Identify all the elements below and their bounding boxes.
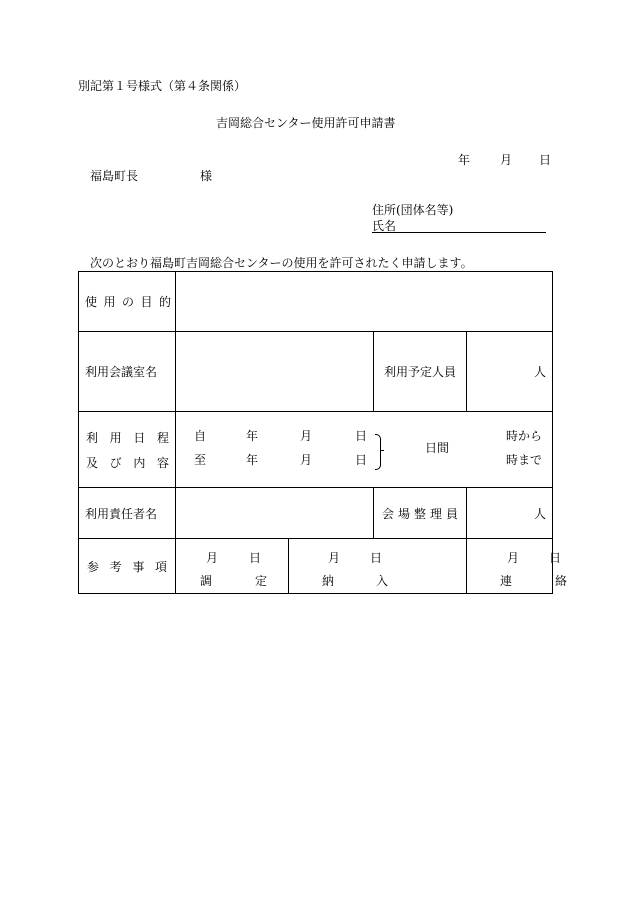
staff-input[interactable]	[467, 488, 553, 539]
purpose-row	[79, 272, 553, 332]
planned-count-input[interactable]	[467, 332, 553, 412]
schedule-row	[79, 412, 553, 488]
form-number-label: 別記第１号様式（第４条関係）	[78, 79, 247, 93]
from-time-label: 時から	[506, 428, 543, 443]
to-day: 日	[355, 452, 368, 467]
ref-delivery-day: 日	[370, 550, 383, 565]
to-year: 年	[246, 452, 259, 467]
staff-label-cell	[374, 488, 467, 539]
planned-count-unit: 人	[533, 365, 546, 379]
planned-count-label: 利用予定人員	[374, 332, 467, 412]
date-month: 月	[500, 153, 513, 167]
to-time-label: 時まで	[506, 452, 543, 467]
intro-text: 次のとおり福島町吉岡総合センターの使用を許可されたく申請します。	[90, 256, 473, 270]
responsible-label: 利用責任者名	[79, 488, 176, 539]
from-day: 日	[355, 428, 368, 443]
schedule-label-line1: 利 用 日 程	[86, 430, 169, 445]
to-label: 至	[194, 452, 207, 467]
ref-schedule-day: 日	[249, 550, 262, 565]
ref-schedule-right: 定	[255, 573, 268, 588]
applicant-name-line[interactable]	[372, 217, 546, 233]
document-title: 吉岡総合センター使用許可申請書	[216, 116, 396, 130]
ref-delivery-left: 納	[322, 573, 335, 588]
schedule-input[interactable]	[176, 412, 553, 488]
from-label: 自	[194, 428, 207, 443]
schedule-label-line2: 及 び 内 容	[86, 455, 169, 470]
responsible-row	[79, 488, 553, 539]
date-range-brace	[375, 434, 381, 470]
ref-contact-day: 日	[549, 550, 562, 565]
purpose-label-cell	[79, 272, 176, 332]
staff-label: 会 場 整 理 員	[382, 506, 458, 521]
staff-unit: 人	[533, 506, 546, 521]
ref-schedule-month: 月	[206, 550, 219, 565]
days-label: 日間	[425, 440, 450, 455]
reference-delivery-cell[interactable]	[289, 539, 467, 594]
ref-delivery-right: 入	[376, 573, 389, 588]
reference-label: 参 考 事 項	[87, 559, 167, 574]
room-row	[79, 332, 553, 412]
reference-row	[79, 539, 553, 594]
responsible-input[interactable]	[176, 488, 374, 539]
addressee: 福島町長	[90, 169, 139, 183]
date-day: 日	[539, 153, 552, 167]
from-year: 年	[246, 428, 259, 443]
reference-label-cell	[79, 539, 176, 594]
applicant-address-label: 住所(団体名等)	[372, 203, 454, 217]
reference-contact-cell[interactable]	[467, 539, 568, 594]
room-label: 利用会議室名	[79, 332, 176, 412]
applicant-name-label: 氏名	[372, 219, 397, 233]
honorific: 様	[200, 169, 213, 183]
ref-contact-month: 月	[507, 550, 520, 565]
from-month: 月	[300, 428, 313, 443]
date-year: 年	[458, 153, 471, 167]
schedule-label-cell	[79, 412, 176, 488]
purpose-input[interactable]	[176, 272, 553, 332]
ref-delivery-month: 月	[328, 550, 341, 565]
ref-schedule-left: 調	[200, 573, 213, 588]
ref-contact-left: 連	[500, 573, 513, 588]
ref-contact-right: 絡	[555, 573, 568, 588]
reference-schedule-cell[interactable]	[176, 539, 289, 594]
room-input[interactable]	[176, 332, 374, 412]
purpose-label: 使 用 の 目 的	[85, 295, 171, 309]
to-month: 月	[300, 452, 313, 467]
application-form-table	[78, 271, 568, 594]
